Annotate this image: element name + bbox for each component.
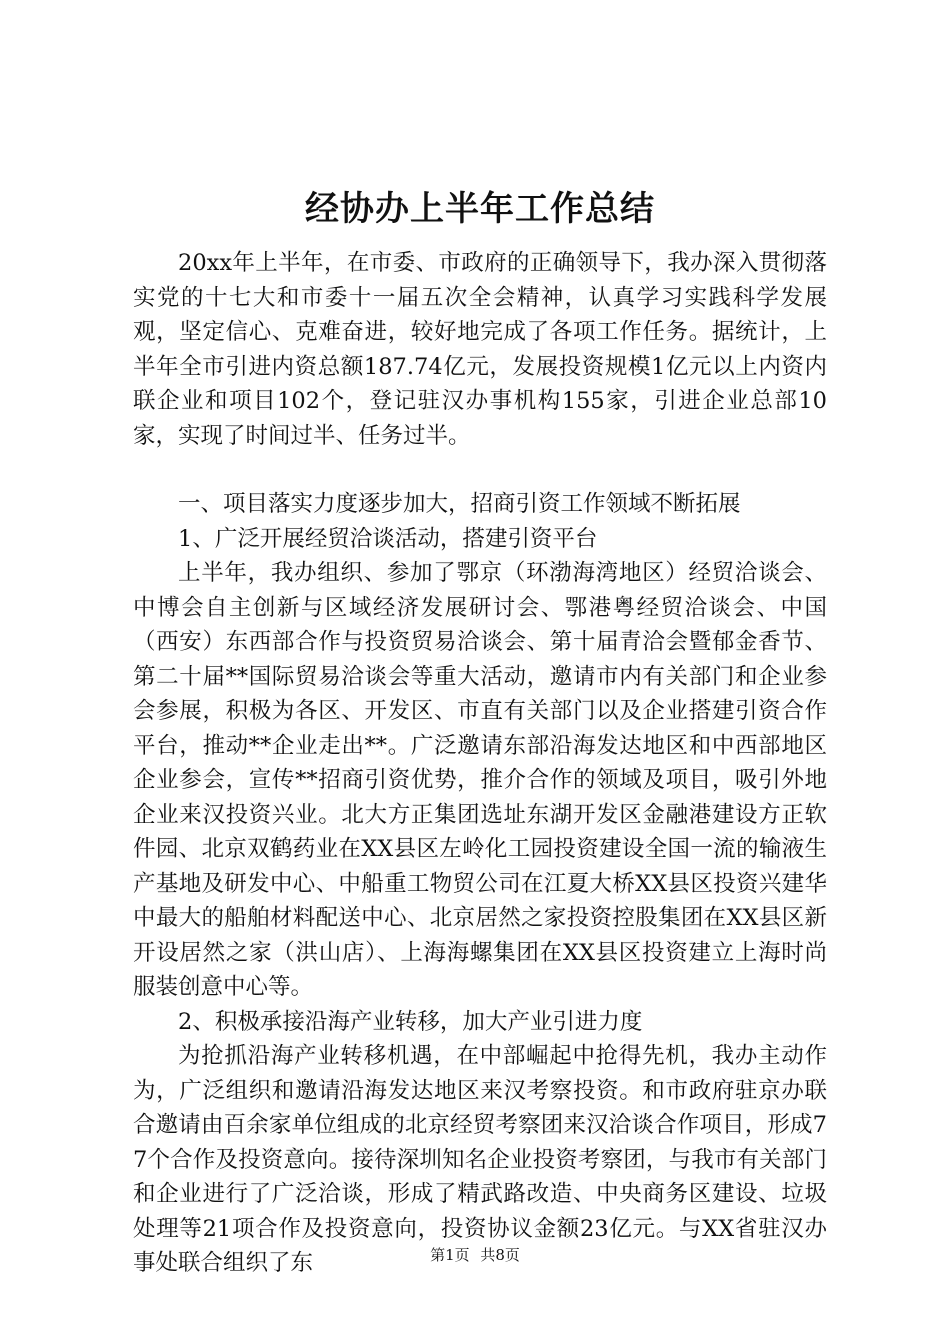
subsection-body-1: 上半年，我办组织、参加了鄂京（环渤海湾地区）经贸洽谈会、中博会自主创新与区域经济发展研讨会、鄂港粤经贸洽谈会、中国（西安）东西部合作与投资贸易洽谈会、第十届青洽会暨郁金香节、第二十届**国际贸易洽谈会等重大活动，邀请市内有关部门和企业参会参展，积极为各区、开发区、市直有关部门以及企业搭建引资合作平台，推动**企业走出**。广泛邀请东部沿海发达地区和中西部地区企业参会，宣传**招商引资优势，推介合作的领域及项目，吸引外地企业来汉投资兴业。北大方正集团选址东湖开发区金融港建设方正软件园、北京双鹤药业在XX县区左岭化工园投资建设全国一流的输液生产基地及研发中心、中船重工物贸公司在江夏大桥XX县区投资兴建华中最大的船舶材料配送中心、北京居然之家投资控股集团在XX县区新开设居然之家（洪山店）、上海海螺集团在XX县区投资建立上海时尚服装创意中心等。 — [133, 560, 827, 1000]
page-total: 共8页 — [480, 1246, 520, 1264]
section-heading-1: 一、项目落实力度逐步加大，招商引资工作领域不断拓展 — [178, 491, 741, 517]
subsection-heading-1: 1、广泛开展经贸洽谈活动，搭建引资平台 — [178, 525, 598, 552]
subsection-heading-2: 2、积极承接沿海产业转移，加大产业引进力度 — [178, 1008, 643, 1035]
intro-paragraph: 20xx年上半年，在市委、市政府的正确领导下，我办深入贯彻落实党的十七大和市委十一届五次全会精神，认真学习实践科学发展观，坚定信心、克难奋进，较好地完成了各项工作任务。据统计，上半年全市引进内资总额187.74亿元，发展投资规模1亿元以上内资内联企业和项目102个，登记驻汉办事机构155家，引进企业总部10家，实现了时间过半、任务过半。 — [133, 250, 827, 449]
document-title: 经协办上半年工作总结 — [305, 189, 655, 229]
page-number: 第1页 — [430, 1246, 470, 1264]
document-page — [133, 180, 827, 1281]
subsection-body-2: 为抢抓沿海产业转移机遇，在中部崛起中抢得先机，我办主动作为，广泛组织和邀请沿海发达地区来汉考察投资。和市政府驻京办联合邀请由百余家单位组成的北京经贸考察团来汉洽谈合作项目，形成77个合作及投资意向。接待深圳知名企业投资考察团，与我市有关部门和企业进行了广泛洽谈，形成了精武路改造、中央商务区建设、垃圾处理等21项合作及投资意向，投资协议金额23亿元。与XX省驻汉办事处联合组织了东 — [133, 1043, 827, 1276]
page-footer — [0, 1244, 950, 1266]
